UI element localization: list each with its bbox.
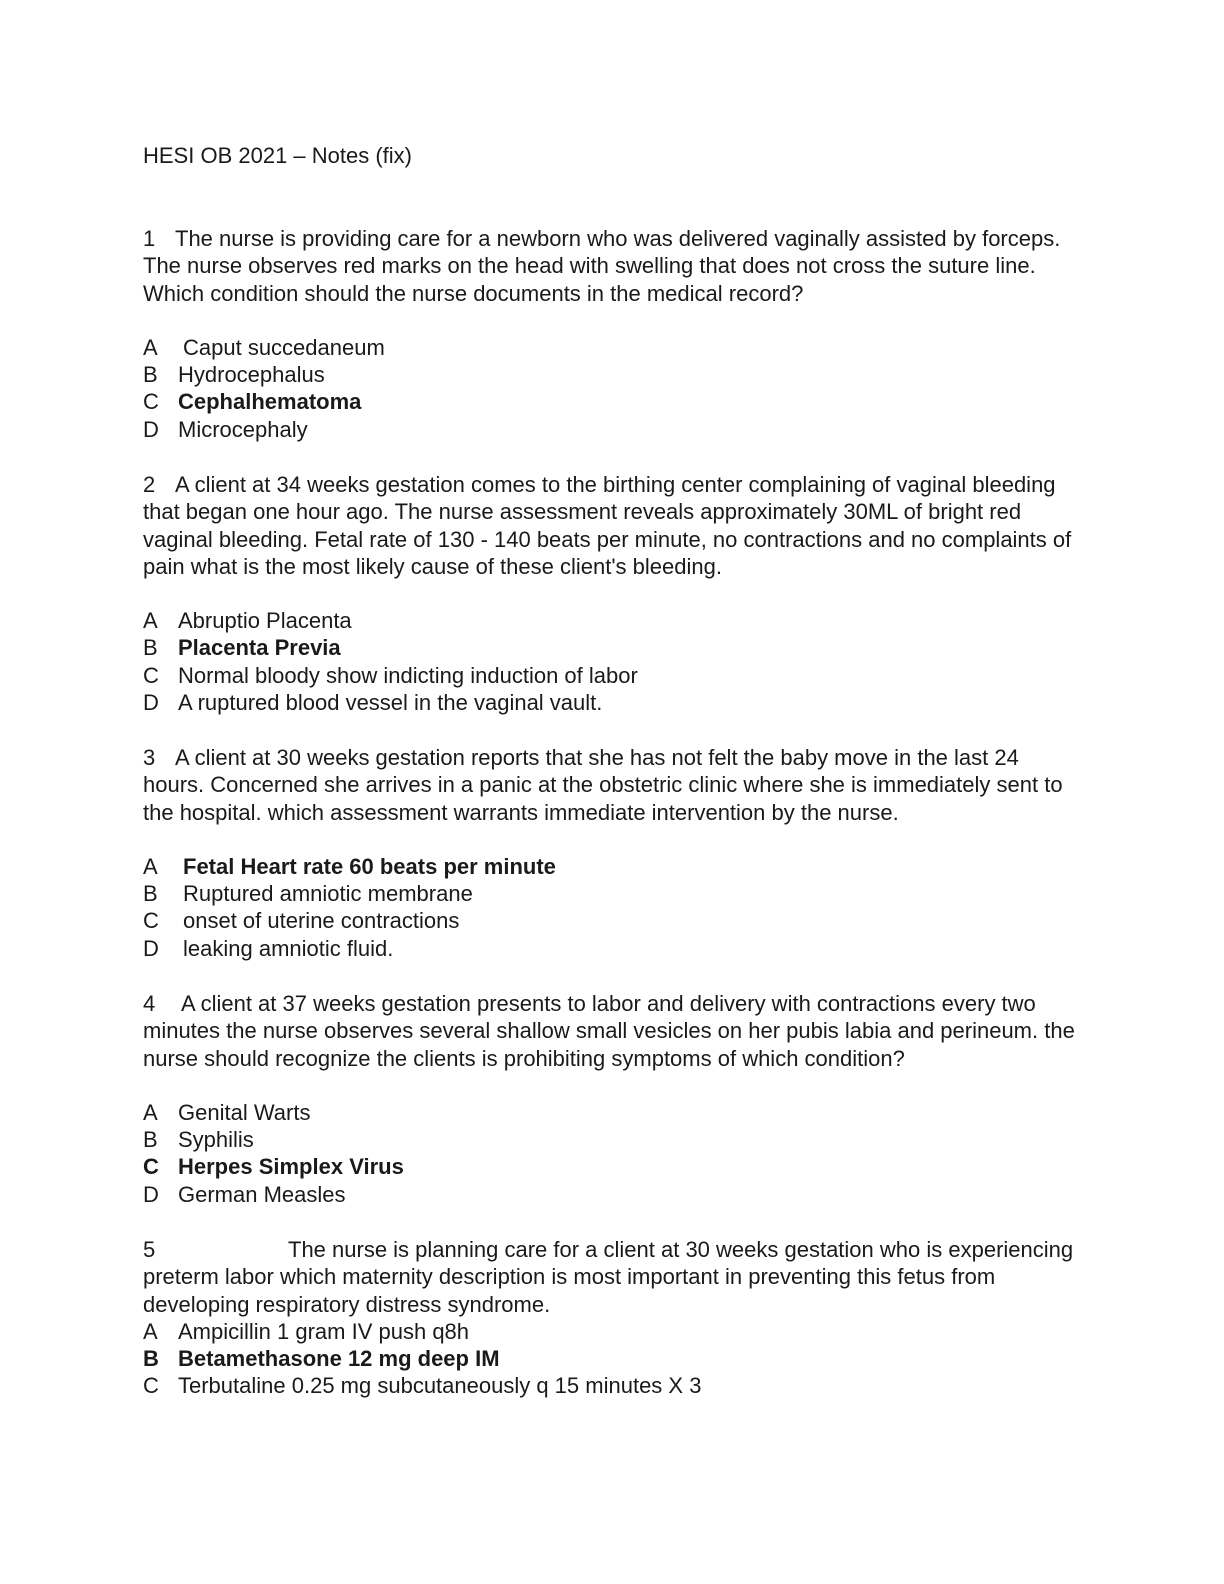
option-d [143, 1181, 1083, 1208]
option-letter: B [143, 881, 158, 907]
question-5 [143, 1236, 1083, 1400]
option-text: Syphilis [178, 1127, 254, 1153]
option-letter: C [143, 1373, 159, 1399]
option-letter: B [143, 1127, 158, 1153]
question-number: 3 [143, 745, 156, 770]
option-letter: B [143, 1346, 159, 1372]
option-text: leaking amniotic fluid. [183, 935, 394, 961]
option-b [143, 880, 1083, 907]
option-letter: C [143, 1154, 159, 1180]
answer-options [143, 607, 1083, 716]
option-b [143, 1345, 1083, 1372]
answer-options [143, 1318, 1083, 1400]
option-c [143, 662, 1083, 689]
question-stem [143, 990, 1083, 1072]
answer-options [143, 853, 1083, 962]
option-letter: D [143, 416, 159, 442]
option-letter: C [143, 389, 159, 415]
question-2 [143, 471, 1083, 716]
question-stem [143, 744, 1083, 826]
question-4 [143, 990, 1083, 1208]
option-d [143, 689, 1083, 716]
option-text: Abruptio Placenta [178, 608, 352, 634]
question-text: The nurse is planning care for a client at 30 weeks gestation who is experiencing preterm labor which maternity description is most important in preventing this fetus from developing respiratory distress syndrome. [143, 1237, 1074, 1317]
question-number: 4 [143, 991, 156, 1016]
option-b [143, 361, 1083, 388]
option-text: German Measles [178, 1181, 346, 1207]
option-text-correct: Betamethasone 12 mg deep IM [178, 1346, 500, 1372]
option-letter: A [143, 1099, 158, 1125]
option-text: Terbutaline 0.25 mg subcutaneously q 15 minutes X 3 [178, 1373, 702, 1399]
option-letter: A [143, 608, 158, 634]
option-text-correct: Cephalhematoma [178, 389, 362, 415]
question-text: A client at 30 weeks gestation reports that she has not felt the baby move in the last 24 hours. Concerned she arrives in a panic at the obstetric clinic where she is immediately sent to the hospital. which assessment warrants immediate intervention by the nurse. [143, 745, 1063, 825]
option-a [143, 853, 1083, 880]
question-stem [143, 1236, 1083, 1318]
answer-options [143, 1099, 1083, 1208]
option-text: Ruptured amniotic membrane [183, 881, 473, 907]
option-text: Normal bloody show indicting induction of labor [178, 662, 638, 688]
option-a [143, 607, 1083, 634]
option-c [143, 1372, 1083, 1399]
option-letter: A [143, 1318, 158, 1344]
question-stem [143, 225, 1083, 307]
option-letter: A [143, 334, 158, 360]
option-letter: A [143, 853, 158, 879]
question-text: A client at 34 weeks gestation comes to the birthing center complaining of vaginal bleeding that began one hour ago. The nurse assessment reveals approximately 30ML of bright red vaginal bleeding. Fetal rate of 130 - 140 beats per minute, no contractions and no complaints of pain what is the most likely cause of these client's bleeding. [143, 472, 1072, 579]
option-text-correct: Placenta Previa [178, 635, 341, 661]
option-letter: D [143, 935, 159, 961]
question-3 [143, 744, 1083, 962]
question-stem [143, 471, 1083, 580]
option-text: A ruptured blood vessel in the vaginal vault. [178, 690, 603, 716]
option-d [143, 416, 1083, 443]
option-letter: D [143, 1181, 159, 1207]
option-letter: C [143, 662, 159, 688]
answer-options [143, 334, 1083, 443]
option-text: Hydrocephalus [178, 362, 325, 388]
option-letter: B [143, 635, 158, 661]
option-b [143, 634, 1083, 661]
option-text-correct: Herpes Simplex Virus [178, 1154, 404, 1180]
option-c [143, 1153, 1083, 1180]
option-a [143, 334, 1083, 361]
document-title: HESI OB 2021 – Notes (fix) [143, 143, 412, 168]
option-a [143, 1099, 1083, 1126]
option-text: onset of uterine contractions [183, 908, 460, 934]
option-text-correct: Fetal Heart rate 60 beats per minute [183, 853, 556, 879]
option-a [143, 1318, 1083, 1345]
option-c [143, 388, 1083, 415]
question-number: 1 [143, 226, 156, 251]
option-c [143, 907, 1083, 934]
question-number: 5 [143, 1237, 156, 1262]
question-1 [143, 225, 1083, 443]
question-text: The nurse is providing care for a newborn who was delivered vaginally assisted by forceps. The nurse observes red marks on the head with swelling that does not cross the suture line. Which condition should the nurse documents in the medical record? [143, 226, 1061, 306]
option-text: Caput succedaneum [183, 334, 385, 360]
option-text: Genital Warts [178, 1099, 311, 1125]
option-letter: B [143, 362, 158, 388]
question-text: A client at 37 weeks gestation presents to labor and delivery with contractions every two minutes the nurse observes several shallow small vesicles on her pubis labia and perineum. the nurse should recognize the clients is prohibiting symptoms of which condition? [143, 991, 1075, 1071]
option-letter: C [143, 908, 159, 934]
question-number: 2 [143, 472, 156, 497]
option-letter: D [143, 690, 159, 716]
option-b [143, 1126, 1083, 1153]
option-text: Microcephaly [178, 416, 308, 442]
option-d [143, 935, 1083, 962]
option-text: Ampicillin 1 gram IV push q8h [178, 1318, 470, 1344]
